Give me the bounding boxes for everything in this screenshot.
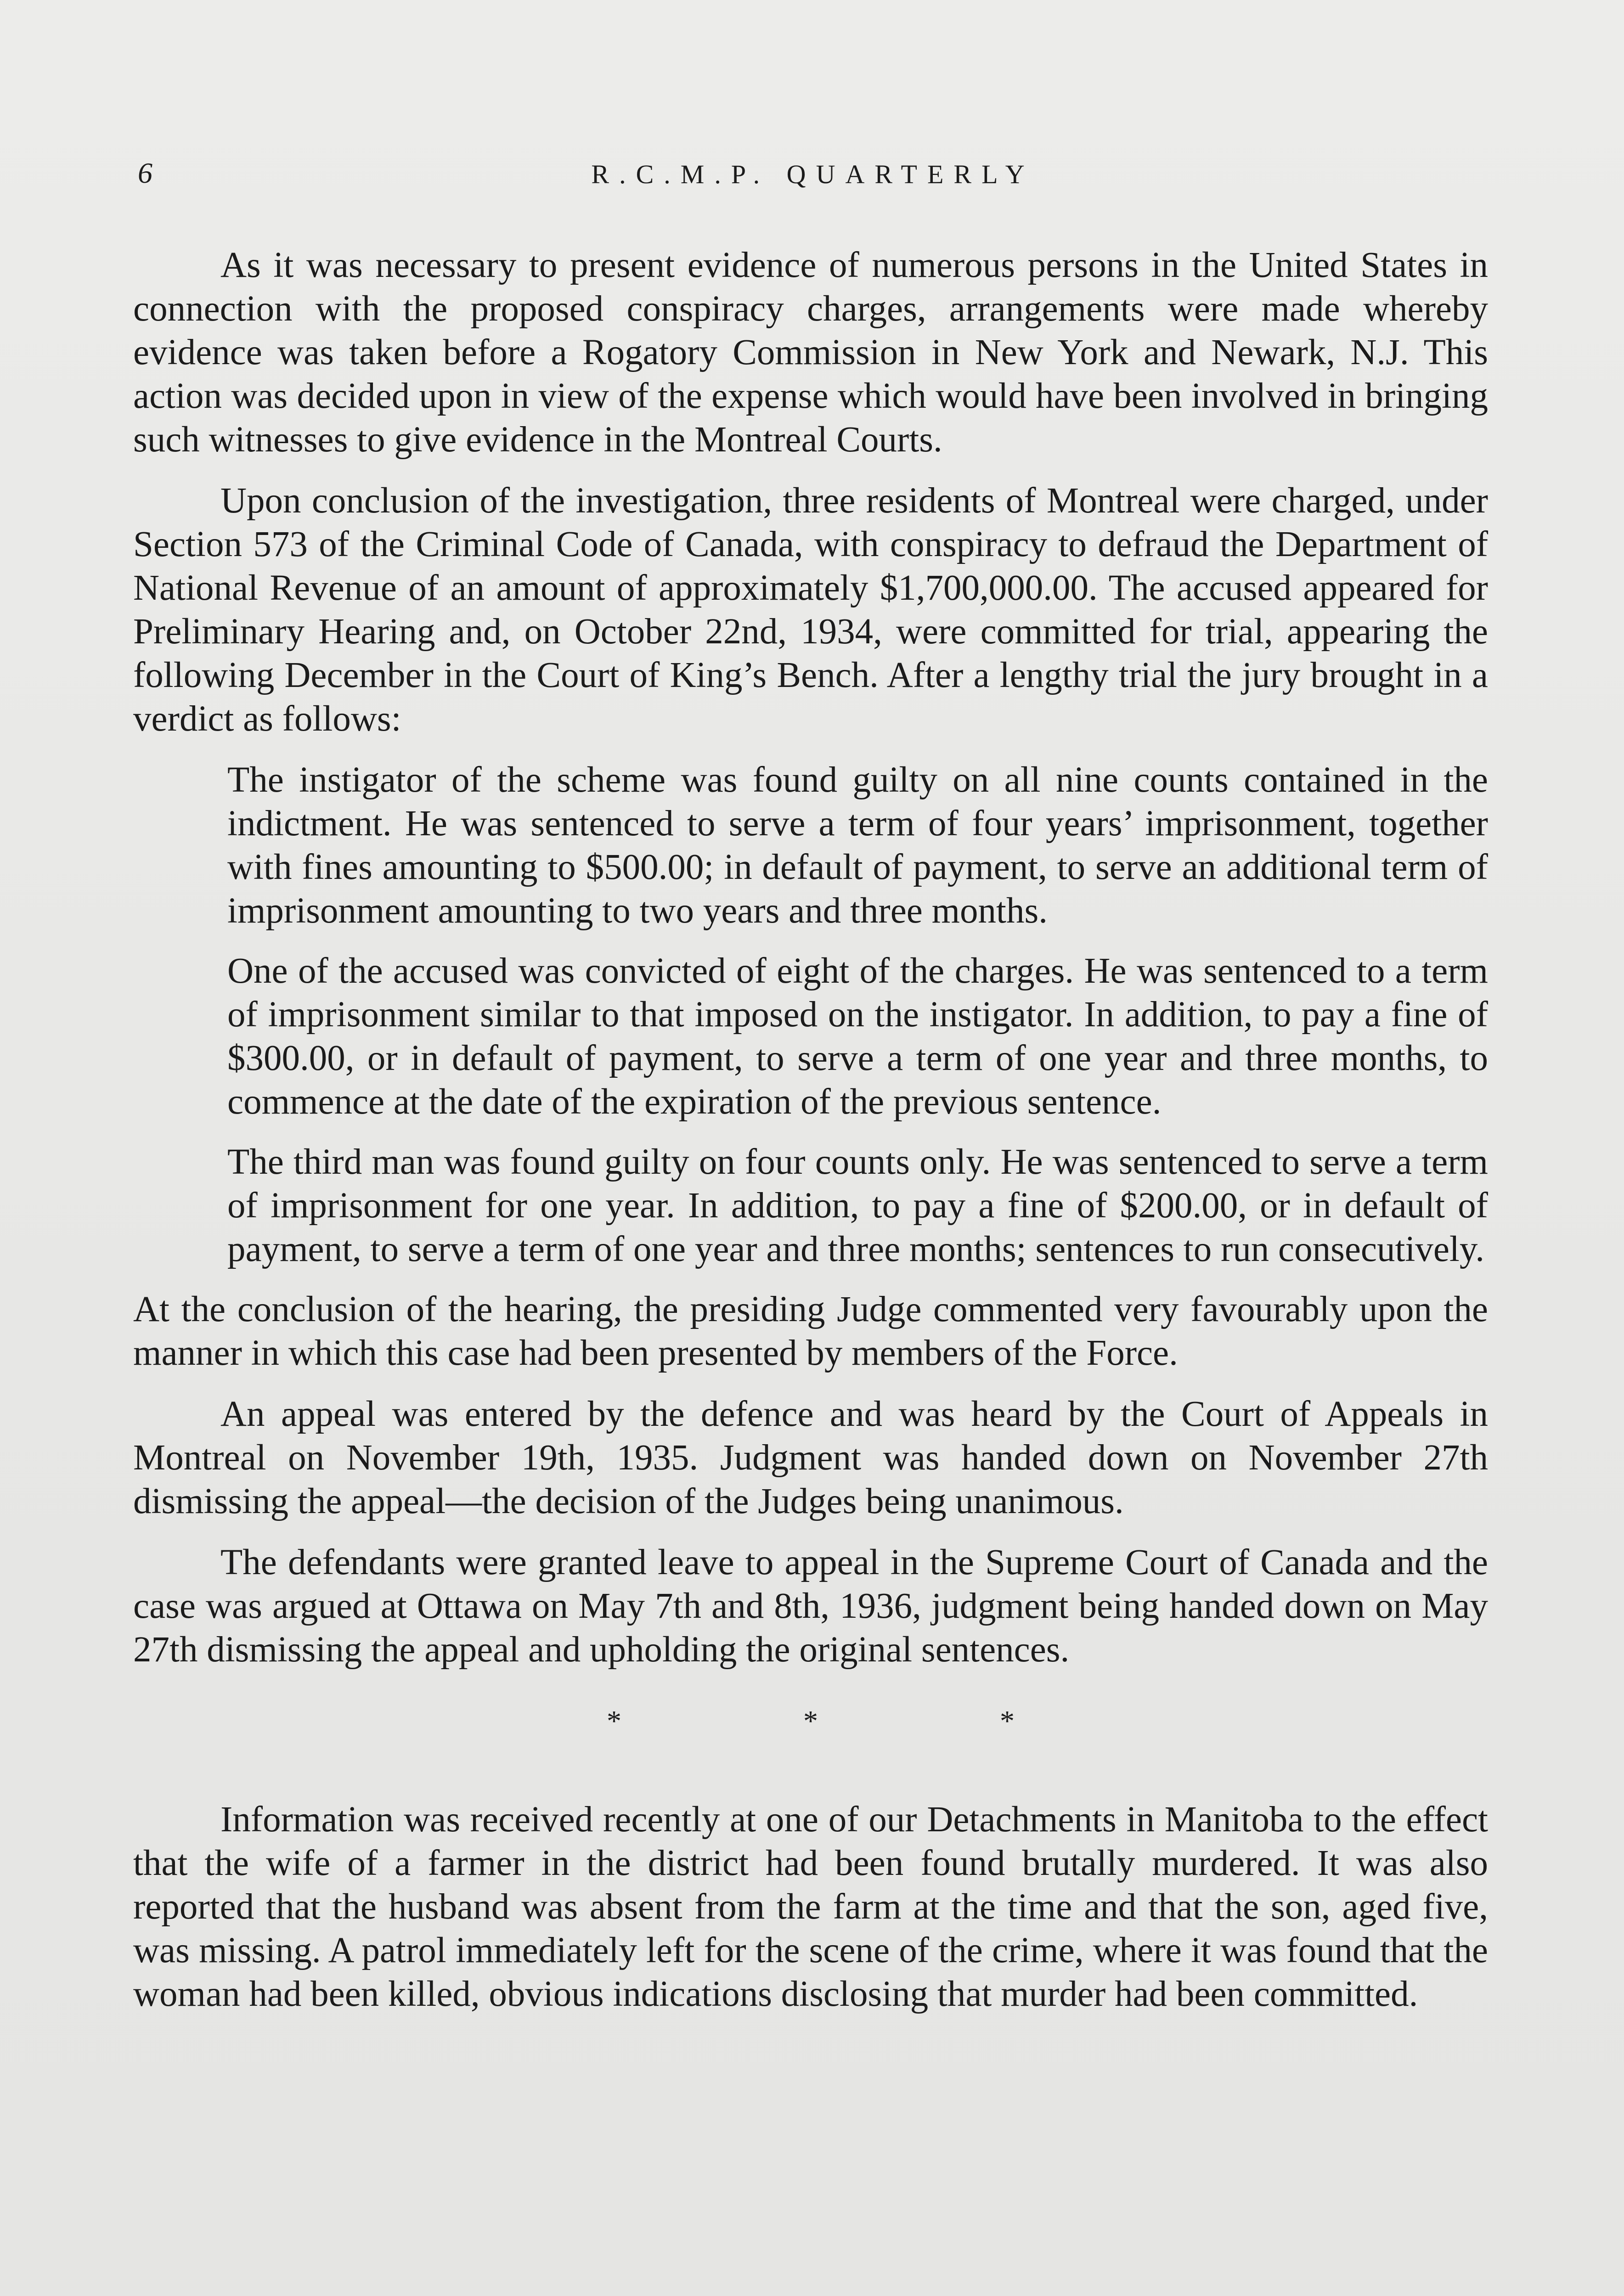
paragraph-rogatory-commission: As it was necessary to present evidence of numerous persons in the United States in connection with the proposed conspiracy charges, arrangements were made whereby evidence was taken before a Rogatory Commission in New York and Newark, N.J. This action was decided upon in view of the expense which would have been involved in bringing such witnesses to give evidence in the Montreal Courts.: [133, 245, 1488, 460]
paragraph-judge-comment: At the conclusion of the hearing, the presiding Judge commented very favourably upon the manner in which this case had been presented by members of the Force.: [133, 1289, 1488, 1373]
page-number: 6: [138, 157, 152, 189]
verdict-third-man: The third man was found guilty on four counts only. He was sentenced to serve a term of imprisonment for one year. In addition, to pay a fine of $200.00, or in default of payment, to serve a term of one year and three months; sentences to run consecutively.: [227, 1142, 1488, 1269]
verdict-block: [227, 758, 1488, 1271]
verdict-instigator: The instigator of the scheme was found guilty on all nine counts contained in the indictment. He was sentenced to serve a term of four years’ imprisonment, together with fines amounting to $500.00; in default of payment, to serve an additional term of imprisonment amounting to two years and three months.: [227, 760, 1488, 931]
section-divider: * * *: [607, 1705, 1102, 1737]
paragraph-supreme-court: The defendants were granted leave to appeal in the Supreme Court of Canada and the case was argued at Ottawa on May 7th and 8th, 1936, judgment being handed down on May 27th dismissing the appeal and upholding the original sentences.: [133, 1542, 1488, 1670]
verdict-second-accused: One of the accused was convicted of eight of the charges. He was sentenced to a term of imprisonment similar to that imposed on the instigator. In addition, to pay a fine of $300.00, or in default of payment, to serve a term of one year and three months, to commence at the date of the expiration of the previous sentence.: [227, 951, 1488, 1122]
paragraph-manitoba-murder: Information was received recently at one of our Detachments in Manitoba to the effect that the wife of a farmer in the district had been found brutally murdered. It was also reported that the husband was absent from the farm at the time and that the son, aged five, was missing. A patrol immediately left for the scene of the crime, where it was found that the woman had been killed, obvious indications disclosing that murder had been committed.: [133, 1800, 1488, 2014]
paragraph-court-of-appeals: An appeal was entered by the defence and was heard by the Court of Appeals in Montreal on November 19th, 1935. Judgment was handed down on November 27th dismissing the appeal—the decision of the Judges being unanimous.: [133, 1394, 1488, 1521]
running-title: R.C.M.P. QUARTERLY: [591, 159, 1035, 189]
article-body: [133, 243, 1488, 2033]
paragraph-conspiracy-charges: Upon conclusion of the investigation, three residents of Montreal were charged, under Section 573 of the Criminal Code of Canada, with conspiracy to defraud the Department of National Revenue of an amount of approximately $1,700,000.00. The accused appeared for Preliminary Hearing and, on October 22nd, 1934, were committed for trial, appearing the following December in the Court of King’s Bench. After a lengthy trial the jury brought in a verdict as follows:: [133, 481, 1488, 739]
page-header: [138, 156, 1488, 197]
